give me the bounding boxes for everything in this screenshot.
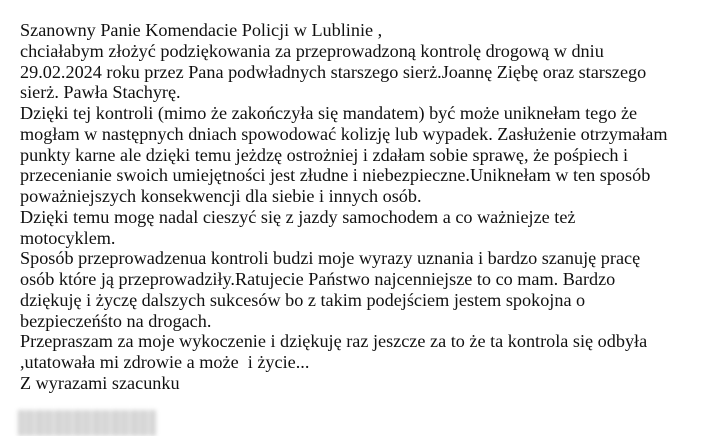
letter-line: mogłam w następnych dniach spowodować kolizję lub wypadek. Zasłużenie otrzymałam [20, 123, 668, 144]
letter-line: przecenianie swoich umiejętności jest złudne i niebezpieczne.Uniknełam w ten sposób [20, 165, 651, 186]
letter-line: Przepraszam za moje wykoczenie i dziękuję raz jeszcze za to że ta kontrola się odbyła [20, 331, 648, 352]
letter-line: Dzięki temu mogę nadal cieszyć się z jazdy samochodem a co ważniejze też [20, 206, 576, 227]
letter-line: chciałabym złożyć podziękowania za przeprowadzoną kontrolę drogową w dniu [20, 40, 604, 61]
letter-line: 29.02.2024 roku przez Pana podwładnych starszego sierż.Joannę Ziębę oraz starszego [20, 61, 647, 82]
letter-line: motocyklem. [20, 227, 116, 248]
letter-line: osób które ją przeprowadziły.Ratujecie Państwo najcenniejsze to co mam. Bardzo [20, 269, 616, 289]
letter-body [20, 20, 700, 394]
letter-line: sierż. Pawła Stachyrę. [20, 82, 181, 103]
redacted-signature [18, 410, 156, 436]
letter-line: Szanowny Panie Komendacie Policji w Lublinie , [20, 20, 383, 40]
letter-line: poważniejszych konsekwencji dla siebie i innych osób. [20, 186, 422, 206]
letter-line: punkty karne ale dzięki temu jeżdzę ostrożniej i zdałam sobie sprawę, że pośpiech i [20, 144, 629, 165]
letter-line: dziękuję i życzę dalszych sukcesów bo z takim podejściem jestem spokojna o [20, 289, 586, 310]
letter-line: bezpieczeńśto na drogach. [20, 310, 212, 331]
letter-line: Dzięki tej kontroli (mimo że zakończyła się mandatem) być może uniknełam tego że [20, 103, 638, 123]
letter-line: Sposób przeprowadzenua kontroli budzi moje wyrazy uznania i bardzo szanuję pracę [20, 248, 641, 269]
letter-closing: Z wyrazami szacunku [20, 372, 180, 393]
letter-line: ,utatowała mi zdrowie a może i życie... [20, 352, 310, 372]
